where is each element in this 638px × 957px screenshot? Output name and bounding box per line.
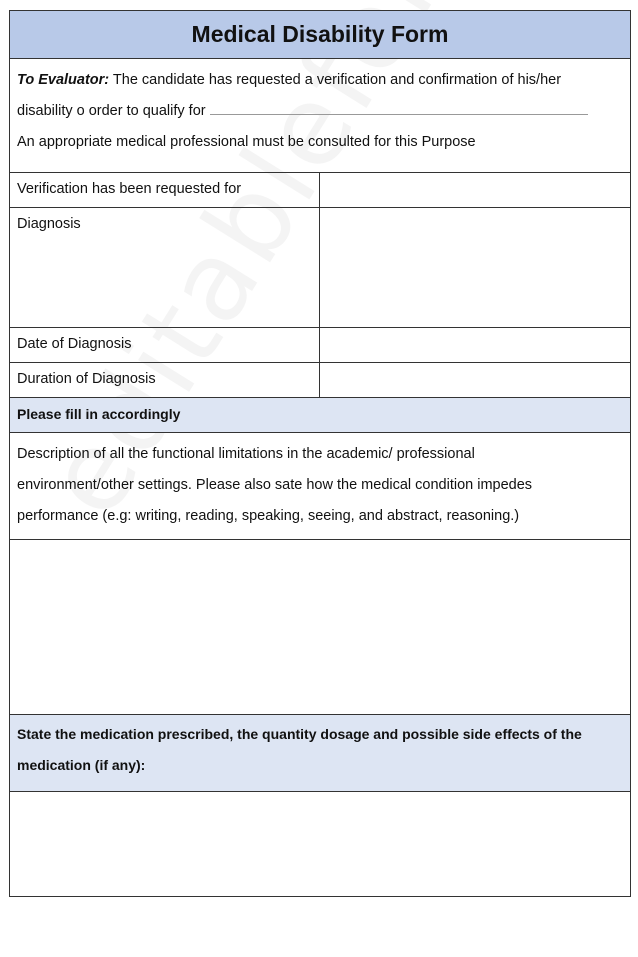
intro-text-1: The candidate has requested a verification and confirmation of his/her (109, 72, 562, 88)
diagnosis-row (10, 208, 630, 328)
fill-in-heading: Please fill in accordingly (10, 398, 630, 433)
diagnosis-field[interactable] (320, 208, 630, 327)
limitations-line-1: Description of all the functional limitations in the academic/ professional (17, 446, 475, 462)
limitations-line-3: performance (e.g: writing, reading, speaking, seeing, and abstract, reasoning.) (17, 508, 520, 524)
medication-heading (10, 715, 630, 792)
duration-of-diagnosis-row (10, 363, 630, 398)
duration-of-diagnosis-field[interactable] (320, 363, 630, 397)
limitations-description (10, 433, 630, 540)
verification-field[interactable] (320, 173, 630, 207)
medical-disability-form (9, 10, 631, 897)
date-of-diagnosis-field[interactable] (320, 328, 630, 362)
medication-answer-field[interactable] (10, 792, 630, 896)
form-header (10, 11, 630, 59)
verification-row (10, 173, 630, 208)
duration-of-diagnosis-label: Duration of Diagnosis (10, 363, 320, 397)
verification-label: Verification has been requested for (10, 173, 320, 207)
date-of-diagnosis-row (10, 328, 630, 363)
date-of-diagnosis-label: Date of Diagnosis (10, 328, 320, 362)
limitations-answer-field[interactable] (10, 540, 630, 715)
intro-text-2: disability o order to qualify for (17, 103, 206, 119)
qualify-for-field[interactable] (210, 100, 588, 115)
diagnosis-label: Diagnosis (10, 208, 320, 327)
limitations-line-2: environment/other settings. Please also sate how the medical condition impedes (17, 477, 533, 493)
intro-line-2 (17, 96, 623, 127)
medication-line-2: medication (if any): (17, 757, 146, 773)
form-title: Medical Disability Form (191, 21, 449, 47)
intro-line-1 (17, 65, 623, 96)
intro-section (10, 59, 630, 173)
intro-lead: To Evaluator: (17, 72, 110, 88)
medication-line-1: State the medication prescribed, the quantity dosage and possible side effects of the (17, 726, 582, 742)
intro-line-3 (17, 127, 623, 158)
intro-text-3: An appropriate medical professional must be consulted for this Purpose (17, 134, 476, 150)
